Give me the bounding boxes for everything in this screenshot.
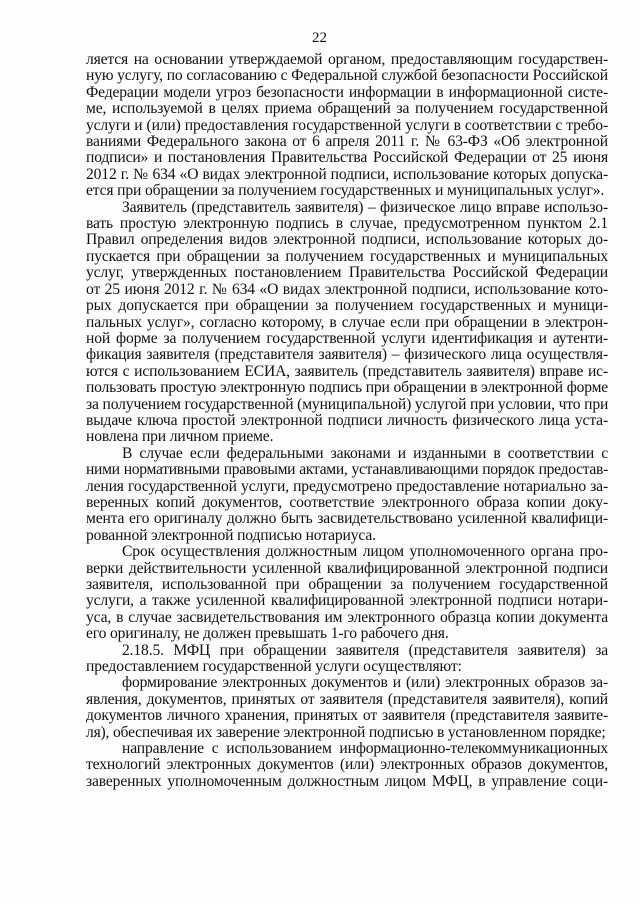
text-line: услуги, а также усиленной квалифицированной электронной подписи нотари- <box>86 592 608 610</box>
paragraph <box>86 675 608 741</box>
paragraph <box>86 52 608 200</box>
text-line: ления государственной услуги, предусмотрено предоставление нотариально за- <box>86 477 608 495</box>
text-line: документов личного хранения, принятых от заявителя (представителя заявите- <box>86 707 608 725</box>
paragraph <box>86 446 608 544</box>
text-line: Заявитель (представитель заявителя) – физическое лицо вправе использо- <box>122 198 608 216</box>
text-line: вать простую электронную подпись в случае, предусмотренном пунктом 2.1 <box>86 215 608 233</box>
text-line: явления, документов, принятых от заявителя (представителя заявителя), копий <box>86 690 608 708</box>
text-line: Правил определения видов электронной подписи, использование которых до- <box>86 231 608 249</box>
text-line: услуги и (или) предоставления государственной услуги в соответствии с требо- <box>86 116 608 134</box>
text-line: уса, в случае засвидетельствования им электронного образца копии документа <box>86 608 608 626</box>
text-line: 2012 г. № 634 «О видах электронной подписи, использование которых допуска- <box>86 165 608 183</box>
text-line: выдаче ключа простой электронной подписи личность физического лица уста- <box>86 411 608 429</box>
text-line: технологий электронных документов (или) электронных образов документов, <box>86 756 608 774</box>
text-line: услуг, утвержденных постановлением Правительства Российской Федерации <box>86 264 608 282</box>
text-line: 2.18.5. МФЦ при обращении заявителя (представителя заявителя) за <box>122 641 608 659</box>
text-line: ную услугу, по согласованию с Федеральной службой безопасности Российской <box>86 67 608 85</box>
text-line: ля), обеспечивая их заверение электронной подписью в установленном порядке; <box>86 723 606 741</box>
text-line: от 25 июня 2012 г. № 634 «О видах электронной подписи, использование кото- <box>86 280 608 298</box>
text-line: Срок осуществления должностным лицом уполномоченного органа про- <box>122 543 608 561</box>
text-line: пускается при обращении за получением государственных и муниципальных <box>86 247 608 265</box>
text-line: направление с использованием информационно-телекоммуникационных <box>122 740 608 758</box>
text-line: за получением государственной (муниципальной) услугой при условии, что при <box>86 395 609 413</box>
text-line: ется при обращении за получением государственных и муниципальных услуг». <box>86 182 605 200</box>
text-line: предоставлением государственной услуги осуществляют: <box>86 658 462 676</box>
text-line: веренных копий документов, соответствие электронного образа копии доку- <box>86 493 608 511</box>
text-line: ной форме за получением государственной услуги идентификация и аутенти- <box>86 329 608 347</box>
text-line: ними нормативными правовыми актами, устанавливающими порядок предостав- <box>86 461 608 479</box>
text-line: фикация заявителя (представителя заявителя) – физического лица осуществля- <box>86 346 608 364</box>
paragraph <box>86 544 608 642</box>
text-line: заверенных уполномоченным должностным лицом МФЦ, в управление соци- <box>86 772 608 790</box>
text-line: формирование электронных документов и (или) электронных образов за- <box>122 674 608 692</box>
page-number: 22 <box>312 30 327 46</box>
text-line: В случае если федеральными законами и изданными в соответствии с <box>122 444 608 462</box>
document-body <box>86 52 608 790</box>
text-line: ме, используемой в целях приема обращений за получением государственной <box>86 100 608 118</box>
text-line: пальных услуг», согласно которому, в случае если при обращении в электрон- <box>86 313 608 331</box>
text-line: подписи» и постановления Правительства Российской Федерации от 25 июня <box>86 149 608 167</box>
text-line: заявителя, использованной при обращении за получением государственной <box>86 576 608 593</box>
paragraph <box>86 643 608 676</box>
text-line: новлена при личном приеме. <box>86 428 274 446</box>
text-line: Федерации модели угроз безопасности информации в информационной систе- <box>86 83 608 101</box>
text-line: ются с использованием ЕСИА, заявитель (представитель заявителя) вправе ис- <box>86 362 608 380</box>
text-line: ваниями Федерального закона от 6 апреля 2011 г. № 63-ФЗ «Об электронной <box>86 133 608 151</box>
text-line: рованной электронной подписью нотариуса. <box>86 526 376 544</box>
text-line: его оригиналу, не должен превышать 1-го рабочего дня. <box>86 625 449 643</box>
text-line: мента его оригиналу должно быть засвидетельствовано усиленной квалифици- <box>86 510 608 528</box>
text-line: пользовать простую электронную подпись при обращении в электронной форме <box>86 379 608 397</box>
text-line: верки действительности усиленной квалифицированной электронной подписи <box>86 559 608 577</box>
text-line: ляется на основании утверждаемой органом, предоставляющим государствен- <box>86 51 608 68</box>
paragraph <box>86 741 608 790</box>
paragraph <box>86 200 608 446</box>
text-line: рых допускается при обращении за получением государственных и муници- <box>86 297 608 315</box>
